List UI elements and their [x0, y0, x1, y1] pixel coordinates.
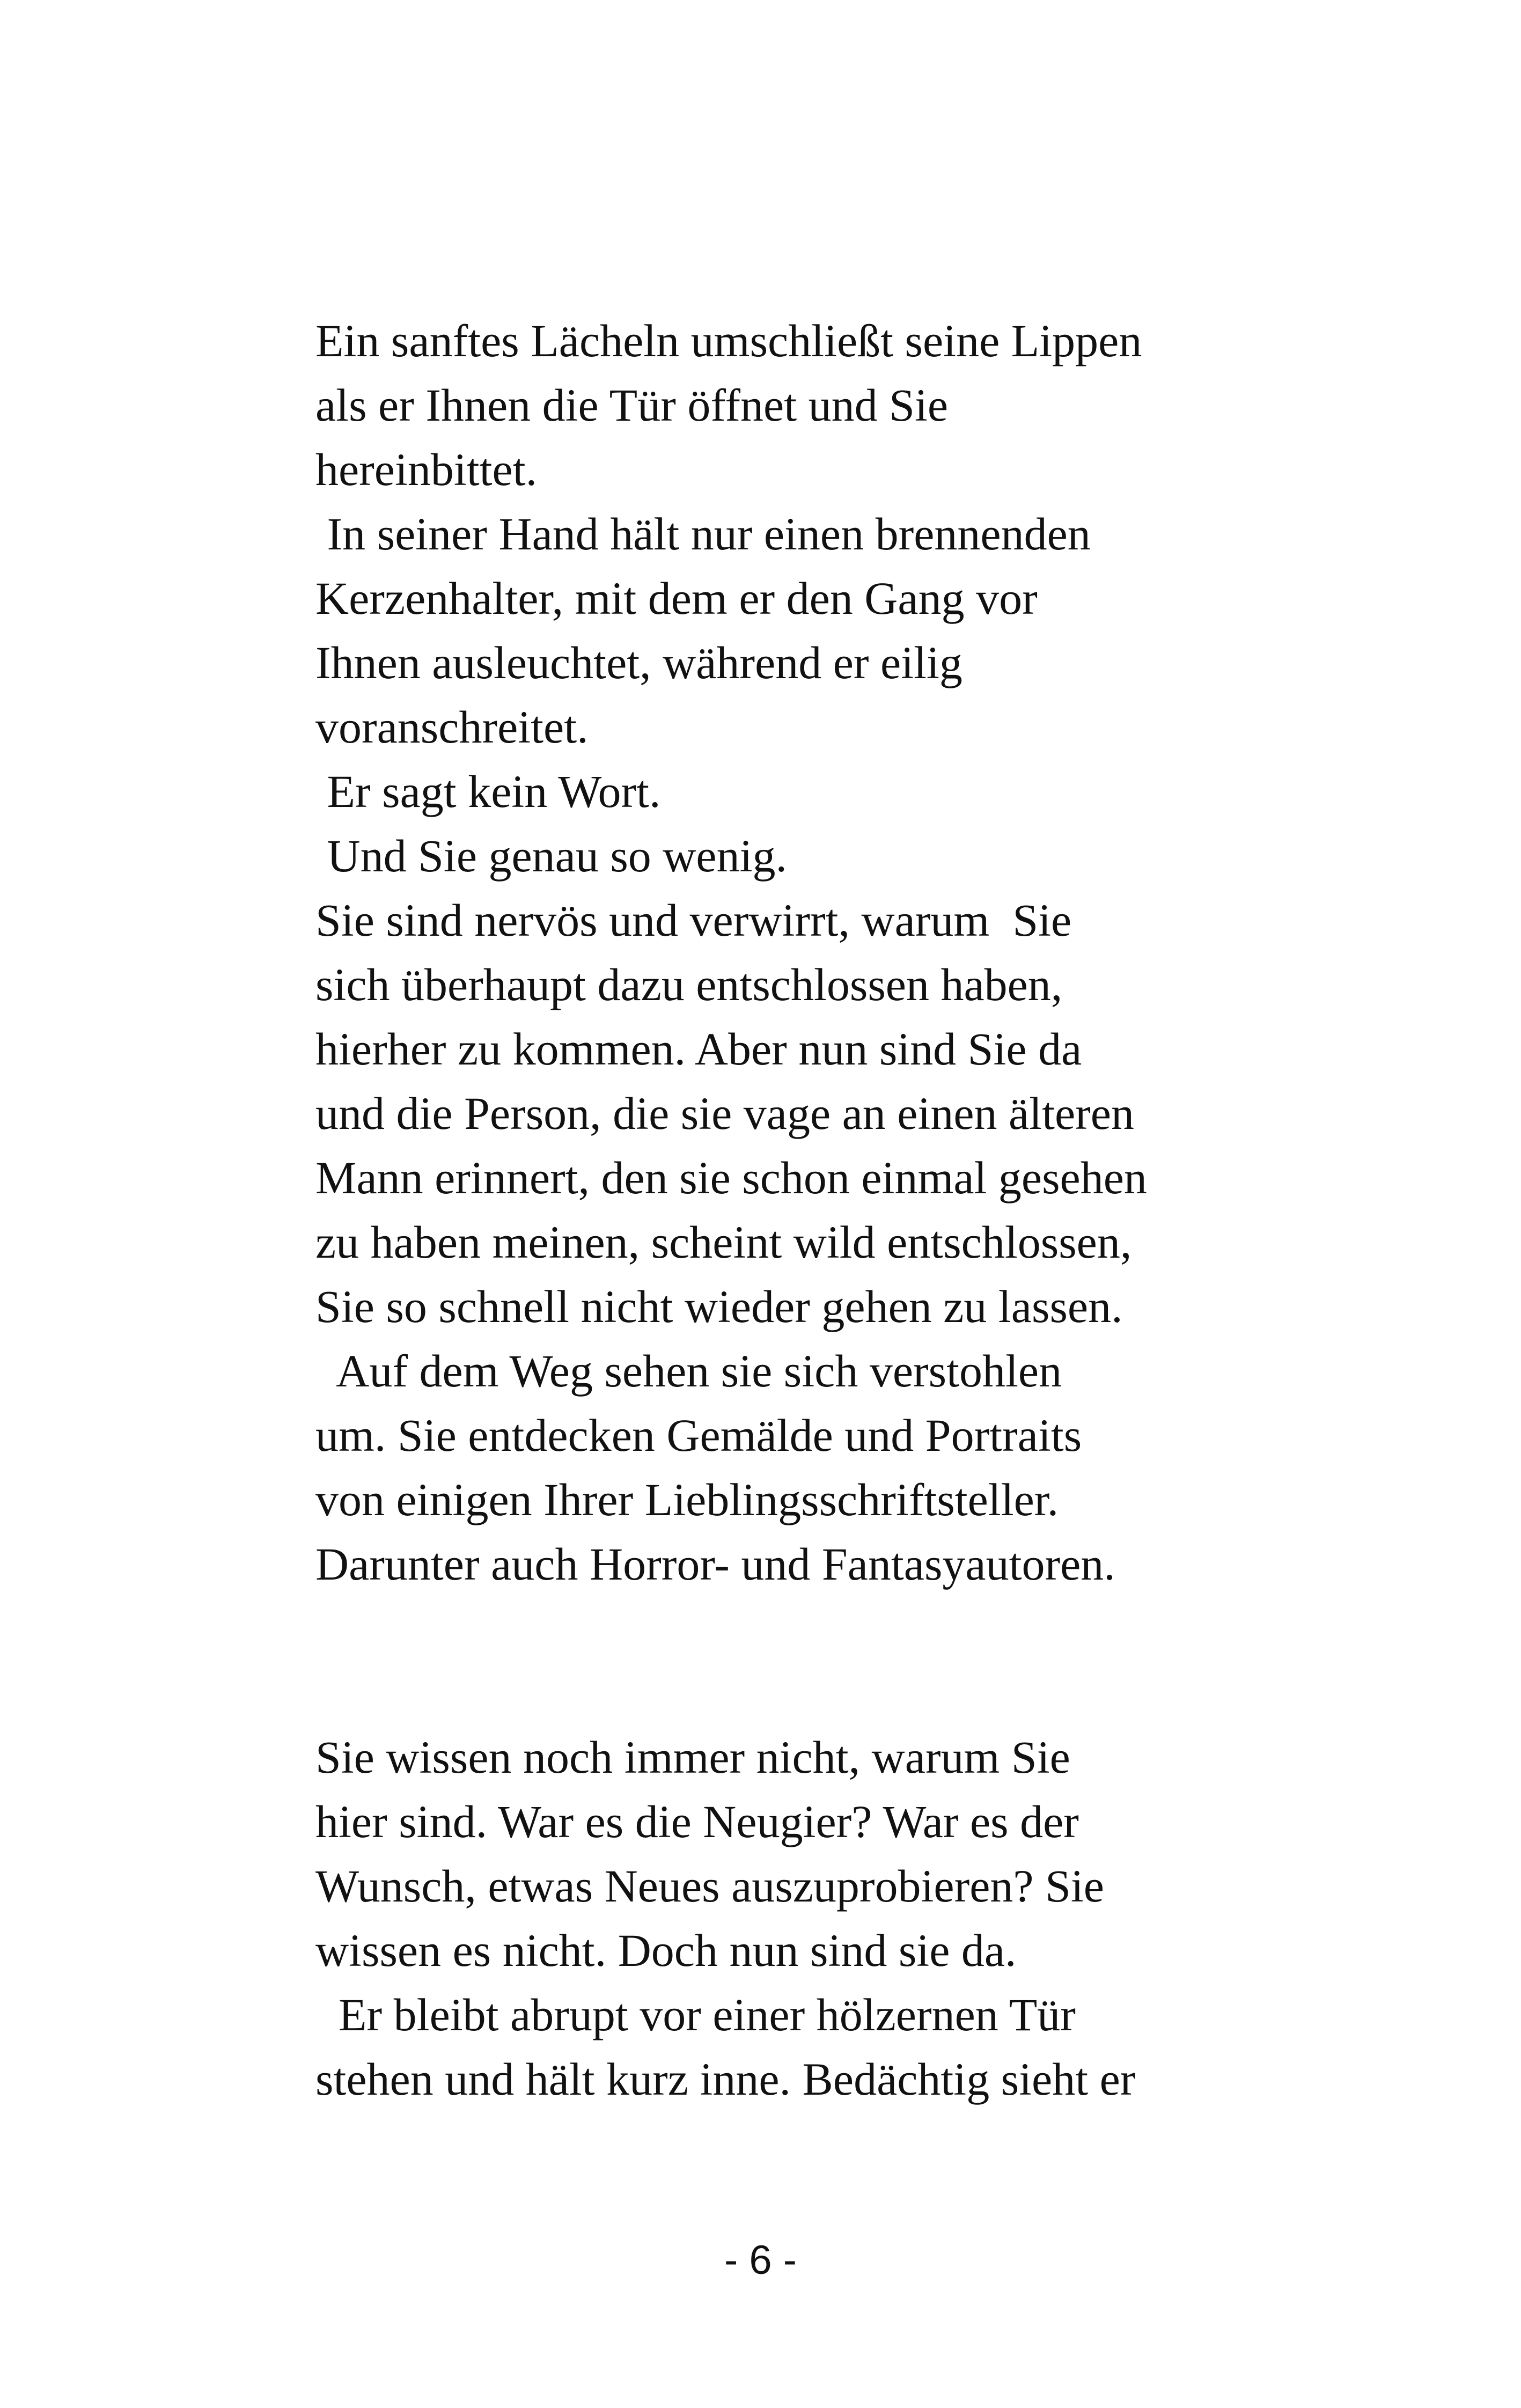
- text-line: Darunter auch Horror- und Fantasyautoren.: [315, 1538, 1115, 1590]
- text-line: Kerzenhalter, mit dem er den Gang vor: [315, 572, 1038, 624]
- text-line: Auf dem Weg sehen sie sich verstohlen: [315, 1345, 1062, 1397]
- paragraph-gap: [315, 1661, 1442, 1725]
- text-line: sich überhaupt dazu entschlossen haben,: [315, 959, 1063, 1010]
- text-line: Wunsch, etwas Neues auszuprobieren? Sie: [315, 1860, 1104, 1912]
- text-line: Er sagt kein Wort.: [315, 766, 661, 817]
- text-line: von einigen Ihrer Lieblingsschriftsteller.: [315, 1474, 1059, 1525]
- page-number: - 6 -: [724, 2237, 797, 2283]
- text-line: Mann erinnert, den sie schon einmal gesehen: [315, 1152, 1147, 1203]
- paragraph-gap: [315, 1596, 1442, 1661]
- text-line: hier sind. War es die Neugier? War es der: [315, 1796, 1079, 1847]
- text-line: hierher zu kommen. Aber nun sind Sie da: [315, 1023, 1082, 1075]
- text-line: um. Sie entdecken Gemälde und Portraits: [315, 1409, 1082, 1461]
- text-line: voranschreitet.: [315, 701, 589, 753]
- text-line: zu haben meinen, scheint wild entschlossen,: [315, 1216, 1132, 1268]
- text-line: Sie wissen noch immer nicht, warum Sie: [315, 1731, 1070, 1783]
- text-line: Sie so schnell nicht wieder gehen zu lassen.: [315, 1281, 1123, 1332]
- text-line: Und Sie genau so wenig.: [315, 830, 787, 882]
- body-text: [315, 309, 1442, 2111]
- text-line: Sie sind nervös und verwirrt, warum Sie: [315, 894, 1072, 946]
- text-line: hereinbittet.: [315, 444, 538, 495]
- text-line: als er Ihnen die Tür öffnet und Sie: [315, 379, 949, 431]
- text-line: Ein sanftes Lächeln umschließt seine Lippen: [315, 315, 1142, 366]
- text-line: In seiner Hand hält nur einen brennenden: [315, 508, 1091, 560]
- text-line: Er bleibt abrupt vor einer hölzernen Tür: [315, 1989, 1076, 2040]
- text-line: wissen es nicht. Doch nun sind sie da.: [315, 1925, 1017, 1976]
- text-line: Ihnen ausleuchtet, während er eilig: [315, 637, 962, 688]
- text-line: und die Person, die sie vage an einen älteren: [315, 1088, 1134, 1139]
- text-line: stehen und hält kurz inne. Bedächtig sieht er: [315, 2053, 1136, 2105]
